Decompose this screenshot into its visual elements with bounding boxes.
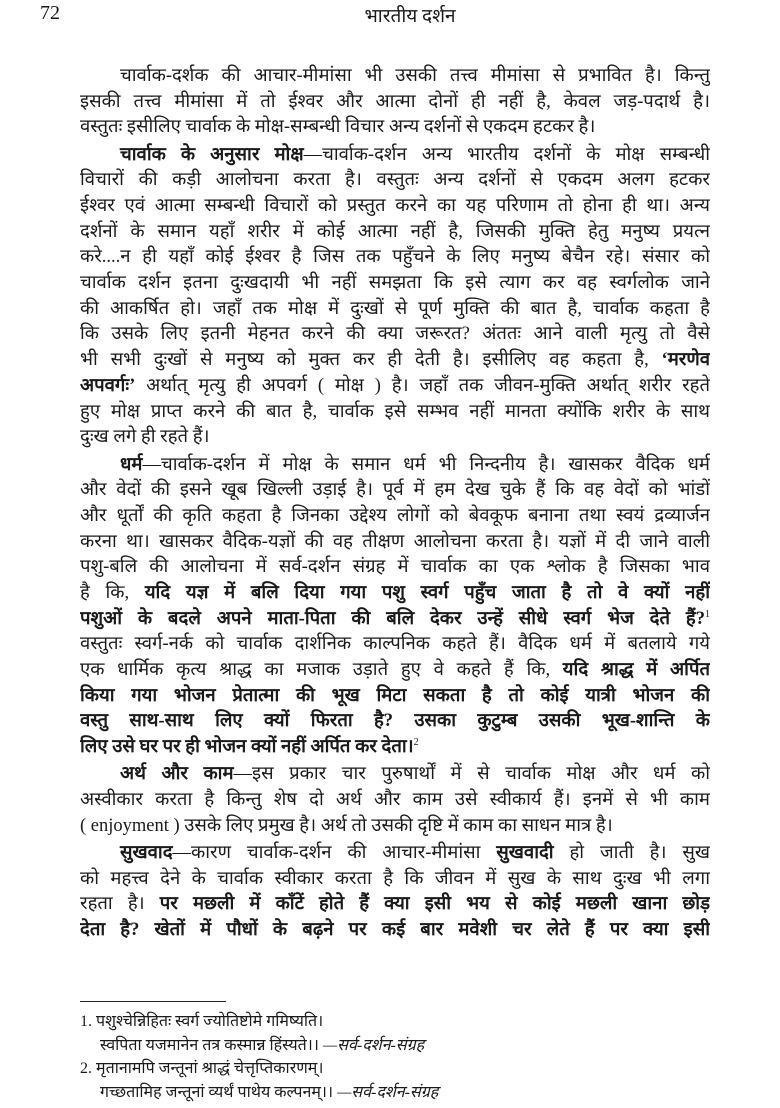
- footnote-line: [80, 1034, 580, 1058]
- text: इसकी तत्त्व मीमांसा में तो ईश्वर और आत्मा दोनों ही नहीं है, केवल जड़-पदार्थ है।: [80, 91, 710, 112]
- bold-text: देता है? खेतों में पौधों के बढ़ने पर कई बार मवेशी चर लेते हैं पर क्या इसी: [80, 920, 710, 941]
- text-line: [80, 867, 710, 893]
- text-line: [80, 194, 710, 220]
- text: चार्वाक-दर्शक की आचार-मीमांसा भी उसकी तत्त्व मीमांसा से प्रभावित है। किन्तु: [120, 66, 710, 86]
- paragraph: [80, 841, 710, 944]
- footnote-verse: गच्छतामिह जन्तूनां व्यर्थं पाथेय कल्पनम्।।: [100, 1083, 334, 1101]
- text-line: [80, 918, 710, 944]
- footnotes: [80, 1010, 580, 1104]
- footnote-number: 1.: [80, 1013, 92, 1030]
- text-line: [80, 168, 710, 194]
- text-line: [80, 90, 710, 116]
- text: चार्वाक दर्शन इतना दुःखदायी भी नहीं समझता कि इसे त्याग कर वह स्वर्गलोक जाने: [80, 273, 710, 294]
- text: और धूर्तों की कृति कहता है जिनका उद्देश्य लोगों को बेवकूफ बनाना तथा स्वयं द्रव्यार्जन: [80, 505, 710, 526]
- paragraph: [80, 762, 710, 839]
- bold-text: अपवर्गः’: [80, 375, 136, 396]
- paragraph: [80, 453, 710, 761]
- text: दुःख लगे ही रहते हैं।: [80, 427, 210, 448]
- text-line: [80, 374, 710, 400]
- text-line: [80, 348, 710, 374]
- text: वस्तुतः स्वर्ग-नर्क को चार्वाक दार्शनिक काल्पनिक कहते हैं। वैदिक धर्म में बतलाये गये: [80, 634, 710, 655]
- bold-text: धर्म: [120, 454, 143, 475]
- bold-text: वस्तु साथ-साथ लिए क्यों फिरता है? उसका कुटुम्ब उसकी भूख-शान्ति के: [80, 711, 710, 732]
- text-line: [80, 658, 710, 684]
- text: —चार्वाक-दर्शन में मोक्ष के समान धर्म भी निन्दनीय है। खासकर वैदिक धर्म: [142, 454, 710, 475]
- text: भी सभी दुःखों से मनुष्य को मुक्त कर ही देती है। इसीलिए वह कहता है,: [80, 350, 662, 371]
- text-line: [80, 607, 710, 633]
- text-line: [80, 400, 710, 426]
- text-line: [80, 143, 710, 169]
- text-line: [80, 762, 710, 788]
- text: है कि,: [80, 582, 145, 603]
- footnote-verse: मृतानामपि जन्तूनां श्राद्धं चेत्तृप्तिकारणम्।: [96, 1060, 324, 1077]
- text-line: [80, 892, 710, 918]
- text: और वेदों की इसने खूब खिल्ली उड़ाई है। पूर्व में हम देख चुके हैं कि वह वेदों को भांडों: [80, 480, 710, 501]
- text: हुए मोक्ष प्राप्त करने की बात है, चार्वाक इसे सम्भव नहीं मानता क्योंकि शरीर के साथ: [80, 401, 710, 422]
- text-line: [80, 709, 710, 735]
- footnote-verse: स्वपिता यजमानेन तत्र कस्मान्न हिंस्यते।।: [100, 1036, 319, 1054]
- bold-text: पशुओं के बदले अपने माता-पिता की बलि देकर उन्हें सीधे स्वर्ग भेज देते हैं?: [80, 608, 705, 629]
- text-line: [80, 555, 710, 581]
- running-title: भारतीय दर्शन: [364, 6, 456, 27]
- bold-text: यदि श्राद्ध में अर्पित: [562, 660, 710, 680]
- text: —चार्वाक-दर्शन अन्य भारतीय दर्शनों के मोक्ष सम्बन्धी: [303, 144, 710, 165]
- text: एक धार्मिक कृत्य श्राद्ध का मजाक उड़ाते हुए वे कहते हैं कि,: [80, 660, 563, 680]
- bold-text: सुखवादी: [496, 843, 554, 863]
- text-line: [80, 814, 710, 840]
- footnote-ref: 1: [705, 608, 710, 620]
- text: अर्थात् मृत्यु ही अपवर्ग ( मोक्ष ) है। जहाँ तक जीवन-मुक्ति अर्थात् शरीर रहते: [135, 375, 710, 396]
- text-line: [80, 530, 710, 556]
- footnote-number: 2.: [80, 1060, 92, 1077]
- text: ( enjoyment ) उसके लिए प्रमुख है। अर्थ तो उसकी दृष्टि में काम का साधन मात्र है।: [80, 815, 613, 836]
- paragraph: [80, 64, 710, 141]
- bold-text: सुखवाद: [120, 843, 173, 863]
- text-line: [80, 735, 710, 761]
- text: की आकर्षित हो। जहाँ तक मोक्ष में दुःखों से पूर्ण मुक्ति की बात है, चार्वाक कहता है: [80, 298, 710, 319]
- text: रहता है।: [80, 894, 160, 915]
- bold-text: लिए उसे घर पर ही भोजन क्यों नहीं अर्पित कर देता।: [80, 737, 414, 758]
- footnote-ref: 2: [413, 736, 419, 748]
- bold-text: चार्वाक के अनुसार मोक्ष: [120, 144, 304, 165]
- bold-text: ‘मरणेव: [661, 350, 710, 371]
- text: दर्शनों के समान यहाँ शरीर में कोई आत्मा नहीं है, जिसकी मुक्ति हेतु मनुष्य प्रयत्न: [80, 221, 710, 242]
- text: —कारण चार्वाक-दर्शन की आचार-मीमांसा: [172, 843, 497, 863]
- footnote-line: [80, 1081, 580, 1105]
- page-number: 72: [40, 2, 60, 24]
- bold-text: किया गया भोजन प्रेतात्मा की भूख मिटा सकता है तो कोई यात्री भोजन की: [80, 685, 710, 706]
- footnote-verse: पशुश्चेन्निहितः स्वर्ग ज्योतिष्टोमे गमिष्यति।: [96, 1013, 324, 1030]
- text-line: [80, 297, 710, 323]
- text-line: [80, 478, 710, 504]
- text-line: [80, 632, 710, 658]
- text: अस्वीकार करता है किन्तु शेष दो अर्थ और काम उसे स्वीकार्य हैं। इनमें से भी काम: [80, 790, 710, 811]
- text-line: [80, 322, 710, 348]
- text: वस्तुतः इसीलिए चार्वाक के मोक्ष-सम्बन्धी विचार अन्य दर्शनों से एकदम हटकर है।: [80, 117, 596, 138]
- bold-text: अर्थ और काम: [120, 764, 234, 785]
- bold-text: पर मछली में काँटें होते हैं क्या इसी भय से कोई मछली खाना छोड़: [159, 894, 710, 915]
- bold-text: यदि यज्ञ में बलि दिया गया पशु स्वर्ग पहुँच जाता है तो वे क्यों नहीं: [144, 582, 710, 603]
- footnote-source: —सर्व-दर्शन-संग्रह: [322, 1036, 425, 1054]
- text: पशु-बलि की आलोचना में सर्व-दर्शन संग्रह में चार्वाक का एक श्लोक है जिसका भाव: [80, 557, 710, 578]
- text-line: [80, 115, 710, 141]
- footnote-line: [80, 1010, 580, 1034]
- text-line: [80, 841, 710, 867]
- text: करे....न ही यहाँ कोई ईश्वर है जिस तक पहुँचने के लिए मनुष्य बेचैन रहे। संसार को: [80, 247, 710, 268]
- text: विचारों की कड़ी आलोचना करता है। वस्तुतः अन्य दर्शनों से एकदम अलग हटकर: [80, 170, 710, 191]
- text: करना था। खासकर वैदिक-यज्ञों की वह तीक्षण आलोचना करता है। यज्ञों में दी जाने वाली: [80, 531, 710, 552]
- paragraph: [80, 143, 710, 451]
- text: —इस प्रकार चार पुरुषार्थों में से चार्वाक मोक्ष और धर्म को: [233, 764, 710, 785]
- text: को महत्त्व देने के चार्वाक स्वीकार करता है कि जीवन में सुख के साथ दुःख भी लगा: [80, 868, 710, 889]
- text-line: [80, 271, 710, 297]
- text: हो जाती है। सुख: [553, 843, 710, 863]
- text-line: [80, 788, 710, 814]
- text-line: [80, 220, 710, 246]
- text-line: [80, 453, 710, 479]
- footnote-source: —सर्व-दर्शन-संग्रह: [337, 1083, 439, 1101]
- text-line: [80, 581, 710, 607]
- text-line: [80, 245, 710, 271]
- footnote-line: [80, 1057, 580, 1081]
- body-text: [80, 64, 710, 945]
- text-line: [80, 64, 710, 90]
- text-line: [80, 504, 710, 530]
- text: ईश्वर एवं आत्मा सम्बन्धी विचारों को प्रस्तुत करने का यह परिणाम तो होना ही था। अन्य: [80, 196, 710, 217]
- footnote-divider: [80, 1001, 226, 1002]
- text-line: [80, 425, 710, 451]
- text-line: [80, 684, 710, 710]
- text: कि उसके लिए इतनी मेहनत करने की क्या जरूरत? अंततः आने वाली मृत्यु तो वैसे: [80, 324, 710, 345]
